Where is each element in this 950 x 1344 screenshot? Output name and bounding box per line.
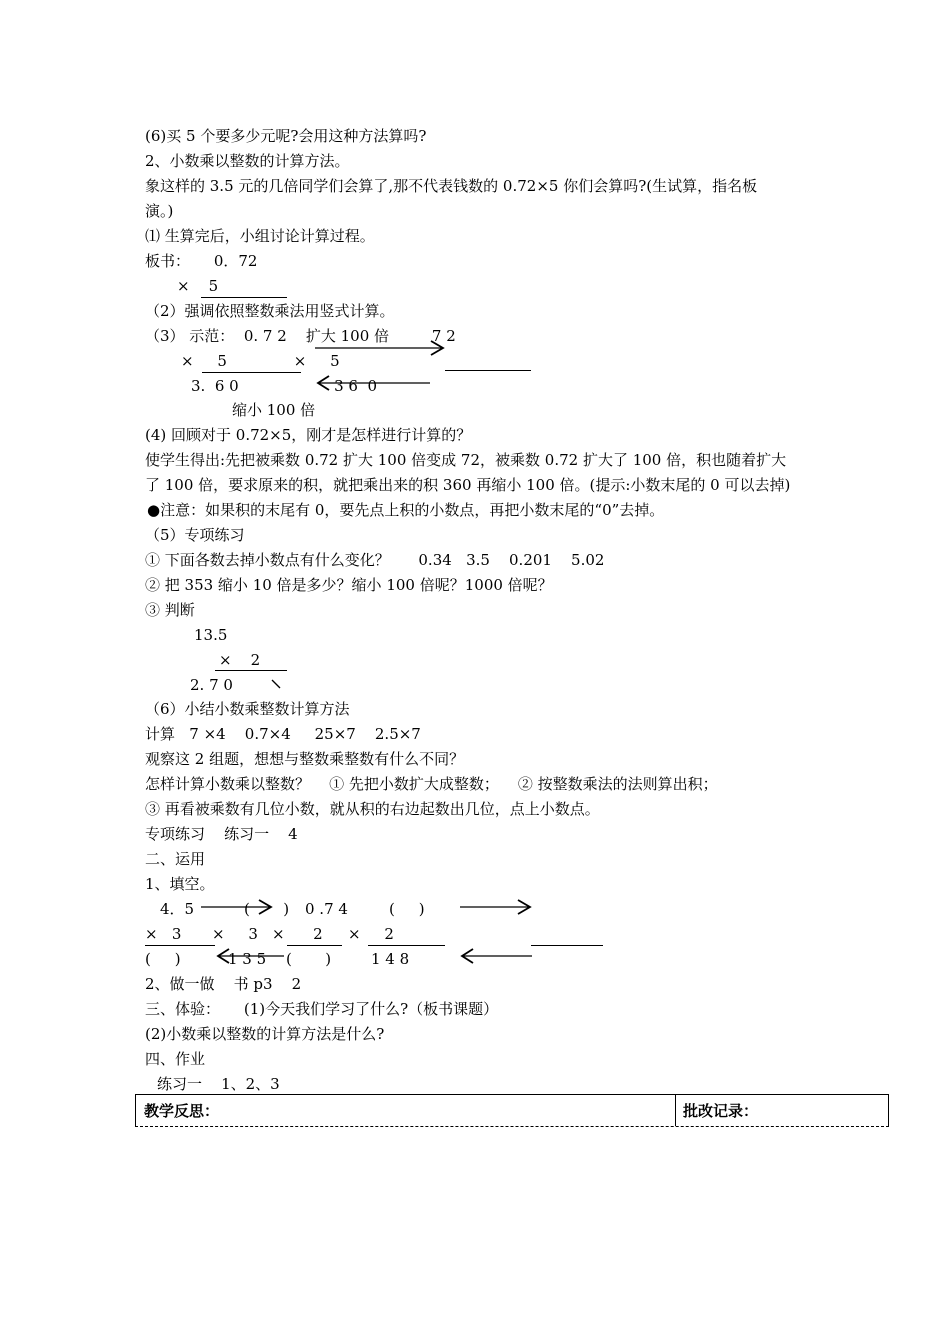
underline <box>287 945 342 946</box>
math-line: × 2 <box>272 925 323 943</box>
text-line: ② 把 353 缩小 10 倍是多少？缩小 100 倍呢？1000 倍呢？ <box>145 576 553 594</box>
section-heading: 三、体验： (1)今天我们学习了什么?（板书课题） <box>145 1000 499 1018</box>
reflection-label: 教学反思： <box>144 1102 220 1120</box>
reflection-cell[interactable] <box>136 1095 676 1126</box>
math-line: × 2 <box>348 925 394 943</box>
text-line: 1、填空。 <box>145 875 215 893</box>
text-line: ③ 判断 <box>145 601 195 619</box>
text-line: ③ 再看被乘数有几位小数，就从积的右边起数出几位，点上小数点。 <box>145 800 600 818</box>
text-line: （2）强调依照整数乘法用竖式计算。 <box>145 302 395 320</box>
grading-label: 批改记录： <box>683 1102 759 1120</box>
text-line: 象这样的 3.5 元的几倍同学们会算了,那不代表钱数的 0.72×5 你们会算吗?(生试算，指名板 <box>145 177 758 195</box>
text-line: 专项练习 练习一 4 <box>145 825 298 843</box>
text-line: 了 100 倍，要求原来的积，就把乘出来的积 360 再缩小 100 倍。(提示:小数末尾的 0 可以去掉) <box>145 476 791 494</box>
math-line: 0 .7 4 <box>305 900 348 918</box>
blank-paren: ( ) <box>286 950 332 968</box>
text-line: 2、做一做 书 p3 2 <box>145 975 302 993</box>
left-arrow-icon <box>460 949 534 963</box>
math-line: × 5 <box>177 277 219 295</box>
right-arrow-icon <box>460 900 532 914</box>
section-heading: 二、运用 <box>145 850 206 868</box>
note-line: ●注意：如果积的末尾有 0，要先点上积的小数点，再把小数末尾的“0”去掉。 <box>147 501 665 519</box>
text-line: 演。) <box>145 202 174 220</box>
underline <box>145 945 215 946</box>
blank-paren: ( ) <box>244 900 290 918</box>
text-line: (4) 回顾对于 0.72×5，刚才是怎样进行计算的？ <box>145 426 472 444</box>
left-arrow-icon <box>316 376 431 390</box>
math-line: 1 3 5 <box>228 950 267 968</box>
underline <box>445 370 531 371</box>
text-line: （5）专项练习 <box>145 526 245 544</box>
reflection-table <box>135 1094 889 1127</box>
blank-paren: ( ) <box>145 950 181 968</box>
text-line: 观察这 2 组题，想想与整数乘整数有什么不同？ <box>145 750 465 768</box>
text-line: (6)买 5 个要多少元呢?会用这种方法算吗? <box>145 127 427 145</box>
underline <box>531 945 603 946</box>
underline <box>215 670 287 671</box>
text-line: 板书： 0．72 <box>145 252 258 270</box>
grading-cell[interactable] <box>675 1095 888 1126</box>
math-line: 4．5 <box>160 900 195 918</box>
underline <box>202 372 301 373</box>
math-line: 1 4 8 <box>371 950 410 968</box>
text-line: （6）小结小数乘整数计算方法 <box>145 700 350 718</box>
math-line: 2. 7 0 <box>190 676 233 694</box>
check-mark-icon <box>272 680 282 690</box>
section-heading: 四、作业 <box>145 1050 206 1068</box>
math-line: 缩小 100 倍 <box>232 401 316 419</box>
text-line: ① 下面各数去掉小数点有什么变化？ 0.34 3.5 0.201 5.02 <box>145 551 605 569</box>
text-line: 怎样计算小数乘以整数？ ① 先把小数扩大成整数； ② 按整数乘法的法则算出积； <box>145 775 718 793</box>
underline <box>201 297 287 298</box>
text-line: (2)小数乘以整数的计算方法是什么? <box>145 1025 385 1043</box>
math-line: × 5 × 5 <box>181 352 340 370</box>
text-line: 计算 7 ×4 0.7×4 25×7 2.5×7 <box>145 725 421 743</box>
blank-paren: ( ) <box>389 900 425 918</box>
underline <box>368 945 445 946</box>
text-line: 练习一 1、2、3 <box>157 1075 280 1093</box>
text-line: （3） 示范： 0. 7 2 扩大 100 倍 7 2 <box>145 327 456 345</box>
text-line: 使学生得出:先把被乘数 0.72 扩大 100 倍变成 72，被乘数 0.72 扩大了 100 倍，积也随着扩大 <box>145 451 787 469</box>
text-line: ⑴ 生算完后，小组讨论计算过程。 <box>145 227 375 245</box>
math-line: × 2 <box>219 651 261 669</box>
math-line: 3. 6 0 3 6 0 <box>191 377 377 395</box>
section-heading: 2、小数乘以整数的计算方法。 <box>145 152 350 170</box>
math-line: × 3 <box>145 925 182 943</box>
math-line: 13.5 <box>194 626 228 644</box>
math-line: × 3 <box>212 925 258 943</box>
